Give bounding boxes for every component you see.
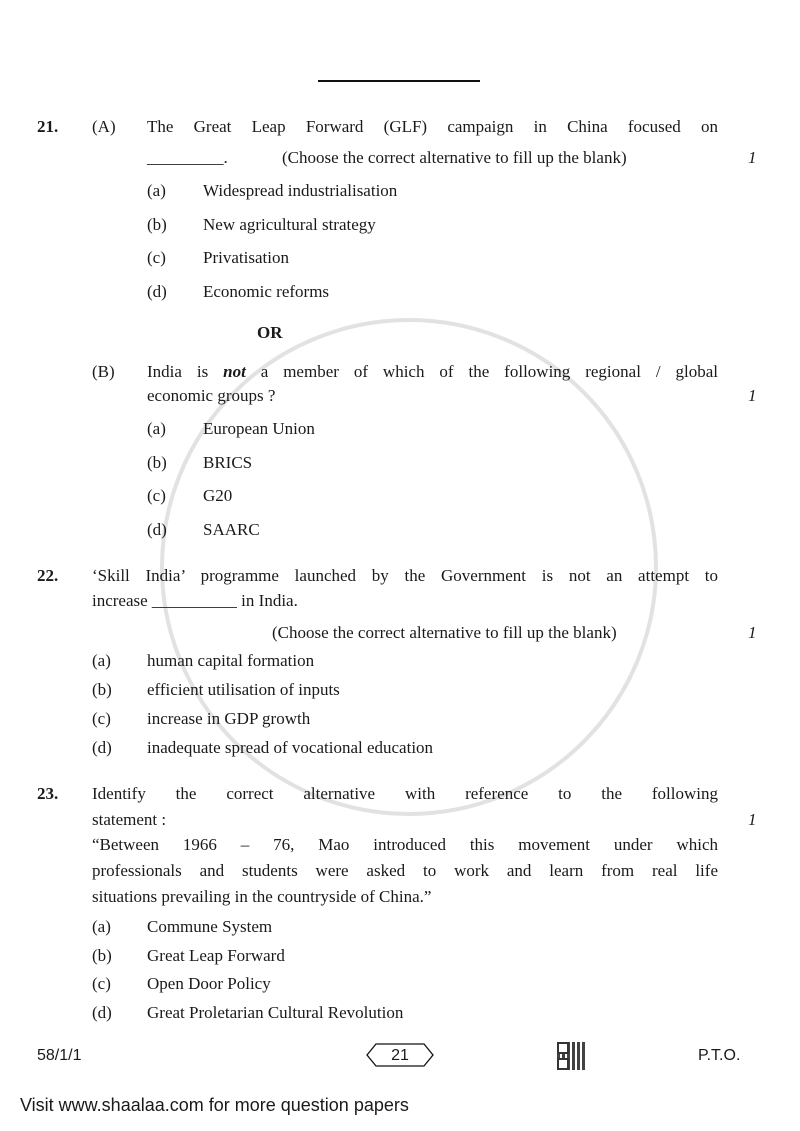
question-text: economic groups ? <box>147 386 276 405</box>
option-label: (b) <box>92 946 112 965</box>
quote-line: situations prevailing in the countryside of China.” <box>92 887 432 906</box>
option-text: efficient utilisation of inputs <box>147 680 340 699</box>
question-text: Identify the correct alternative with reference to the following <box>92 784 718 803</box>
question-text: The Great Leap Forward (GLF) campaign in China focused on <box>147 117 718 136</box>
option-text: BRICS <box>203 453 253 472</box>
question-number: 22. <box>37 566 59 585</box>
question-number: 21. <box>37 117 59 136</box>
qr-code-icon <box>557 1042 585 1070</box>
option-text: SAARC <box>203 520 260 539</box>
option-label: (a) <box>147 419 166 438</box>
instruction: (Choose the correct alternative to fill up the blank) <box>272 623 617 642</box>
page-number: 21 <box>391 1047 409 1064</box>
quote-line: “Between 1966 – 76, Mao introduced this movement under which <box>92 835 718 854</box>
option-text: Commune System <box>147 917 273 936</box>
option-text: Widespread industrialisation <box>203 181 398 200</box>
or-divider: OR <box>257 323 283 342</box>
option-text: Great Proletarian Cultural Revolution <box>147 1003 404 1022</box>
option-text: inadequate spread of vocational education <box>147 738 434 757</box>
option-text: G20 <box>203 486 233 505</box>
paper-code: 58/1/1 <box>37 1047 82 1064</box>
option-label: (a) <box>147 181 166 200</box>
option-text: increase in GDP growth <box>147 709 311 728</box>
visit-link[interactable]: Visit www.shaalaa.com for more question papers <box>20 1095 409 1115</box>
marks: 1 <box>748 386 757 405</box>
option-label: (c) <box>92 974 111 993</box>
part-label: (B) <box>92 362 115 381</box>
option-label: (c) <box>147 248 166 267</box>
option-label: (b) <box>147 215 167 234</box>
option-text: human capital formation <box>147 651 315 670</box>
separator-rule <box>318 80 480 82</box>
option-text: Great Leap Forward <box>147 946 285 965</box>
option-label: (d) <box>92 738 112 757</box>
option-label: (a) <box>92 917 111 936</box>
question-number: 23. <box>37 784 59 803</box>
option-label: (b) <box>92 680 112 699</box>
pto-label: P.T.O. <box>698 1047 741 1064</box>
option-text: Economic reforms <box>203 282 330 301</box>
marks: 1 <box>748 810 757 829</box>
option-label: (a) <box>92 651 111 670</box>
marks: 1 <box>748 623 757 642</box>
marks: 1 <box>748 148 757 167</box>
option-label: (d) <box>147 282 167 301</box>
question-text: increase __________ in India. <box>92 591 298 610</box>
question-text: ‘Skill India’ programme launched by the Government is not an attempt to <box>92 566 718 585</box>
instruction: (Choose the correct alternative to fill up the blank) <box>282 148 627 167</box>
option-label: (b) <box>147 453 167 472</box>
option-label: (d) <box>92 1003 112 1022</box>
option-label: (c) <box>147 486 166 505</box>
option-text: Open Door Policy <box>147 974 271 993</box>
option-text: European Union <box>203 419 315 438</box>
part-label: (A) <box>92 117 116 136</box>
blank: _________. <box>147 148 228 167</box>
option-label: (d) <box>147 520 167 539</box>
question-text: statement : <box>92 810 167 829</box>
option-text: Privatisation <box>203 248 289 267</box>
option-text: New agricultural strategy <box>203 215 376 234</box>
question-text: India is not a member of which of the following regional / global <box>147 362 718 381</box>
option-label: (c) <box>92 709 111 728</box>
quote-line: professionals and students were asked to work and learn from real life <box>92 861 718 880</box>
